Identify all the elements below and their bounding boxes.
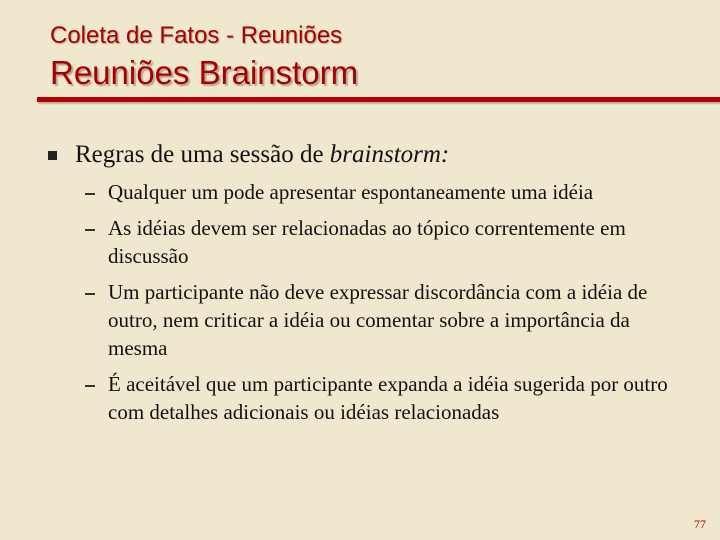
sub-bullet-item [85, 214, 688, 270]
sub-bullet-item [85, 278, 688, 362]
page-number: 77 [694, 517, 706, 531]
sub-bullet-text: É aceitável que um participante expanda a idéia sugerida por outro com detalhes adicionais ou idéias relacionadas [108, 372, 668, 424]
section-supertitle: Coleta de Fatos - Reuniões [50, 22, 343, 49]
dash-bullet-icon [85, 293, 95, 295]
main-bullet-text [75, 140, 449, 170]
sub-bullet-list [85, 178, 688, 426]
slide-content [48, 140, 688, 434]
square-bullet-icon [48, 151, 57, 160]
slide-title: Reuniões Brainstorm [50, 54, 359, 91]
sub-bullet-item [85, 178, 688, 206]
sub-bullet-item [85, 370, 688, 426]
dash-bullet-icon [85, 385, 95, 387]
dash-bullet-icon [85, 193, 95, 195]
sub-bullet-text: Qualquer um pode apresentar espontaneamente uma idéia [108, 180, 594, 204]
sub-bullet-text: As idéias devem ser relacionadas ao tópico correntemente em discussão [108, 216, 626, 268]
main-bullet [48, 140, 688, 170]
sub-bullet-text: Um participante não deve expressar discordância com a idéia de outro, nem criticar a idéia ou comentar sobre a importância da mesma [108, 280, 648, 360]
main-bullet-emphasis: brainstorm: [329, 141, 450, 168]
dash-bullet-icon [85, 229, 95, 231]
title-divider [37, 97, 720, 102]
main-bullet-label: Regras de uma sessão de [75, 141, 330, 168]
